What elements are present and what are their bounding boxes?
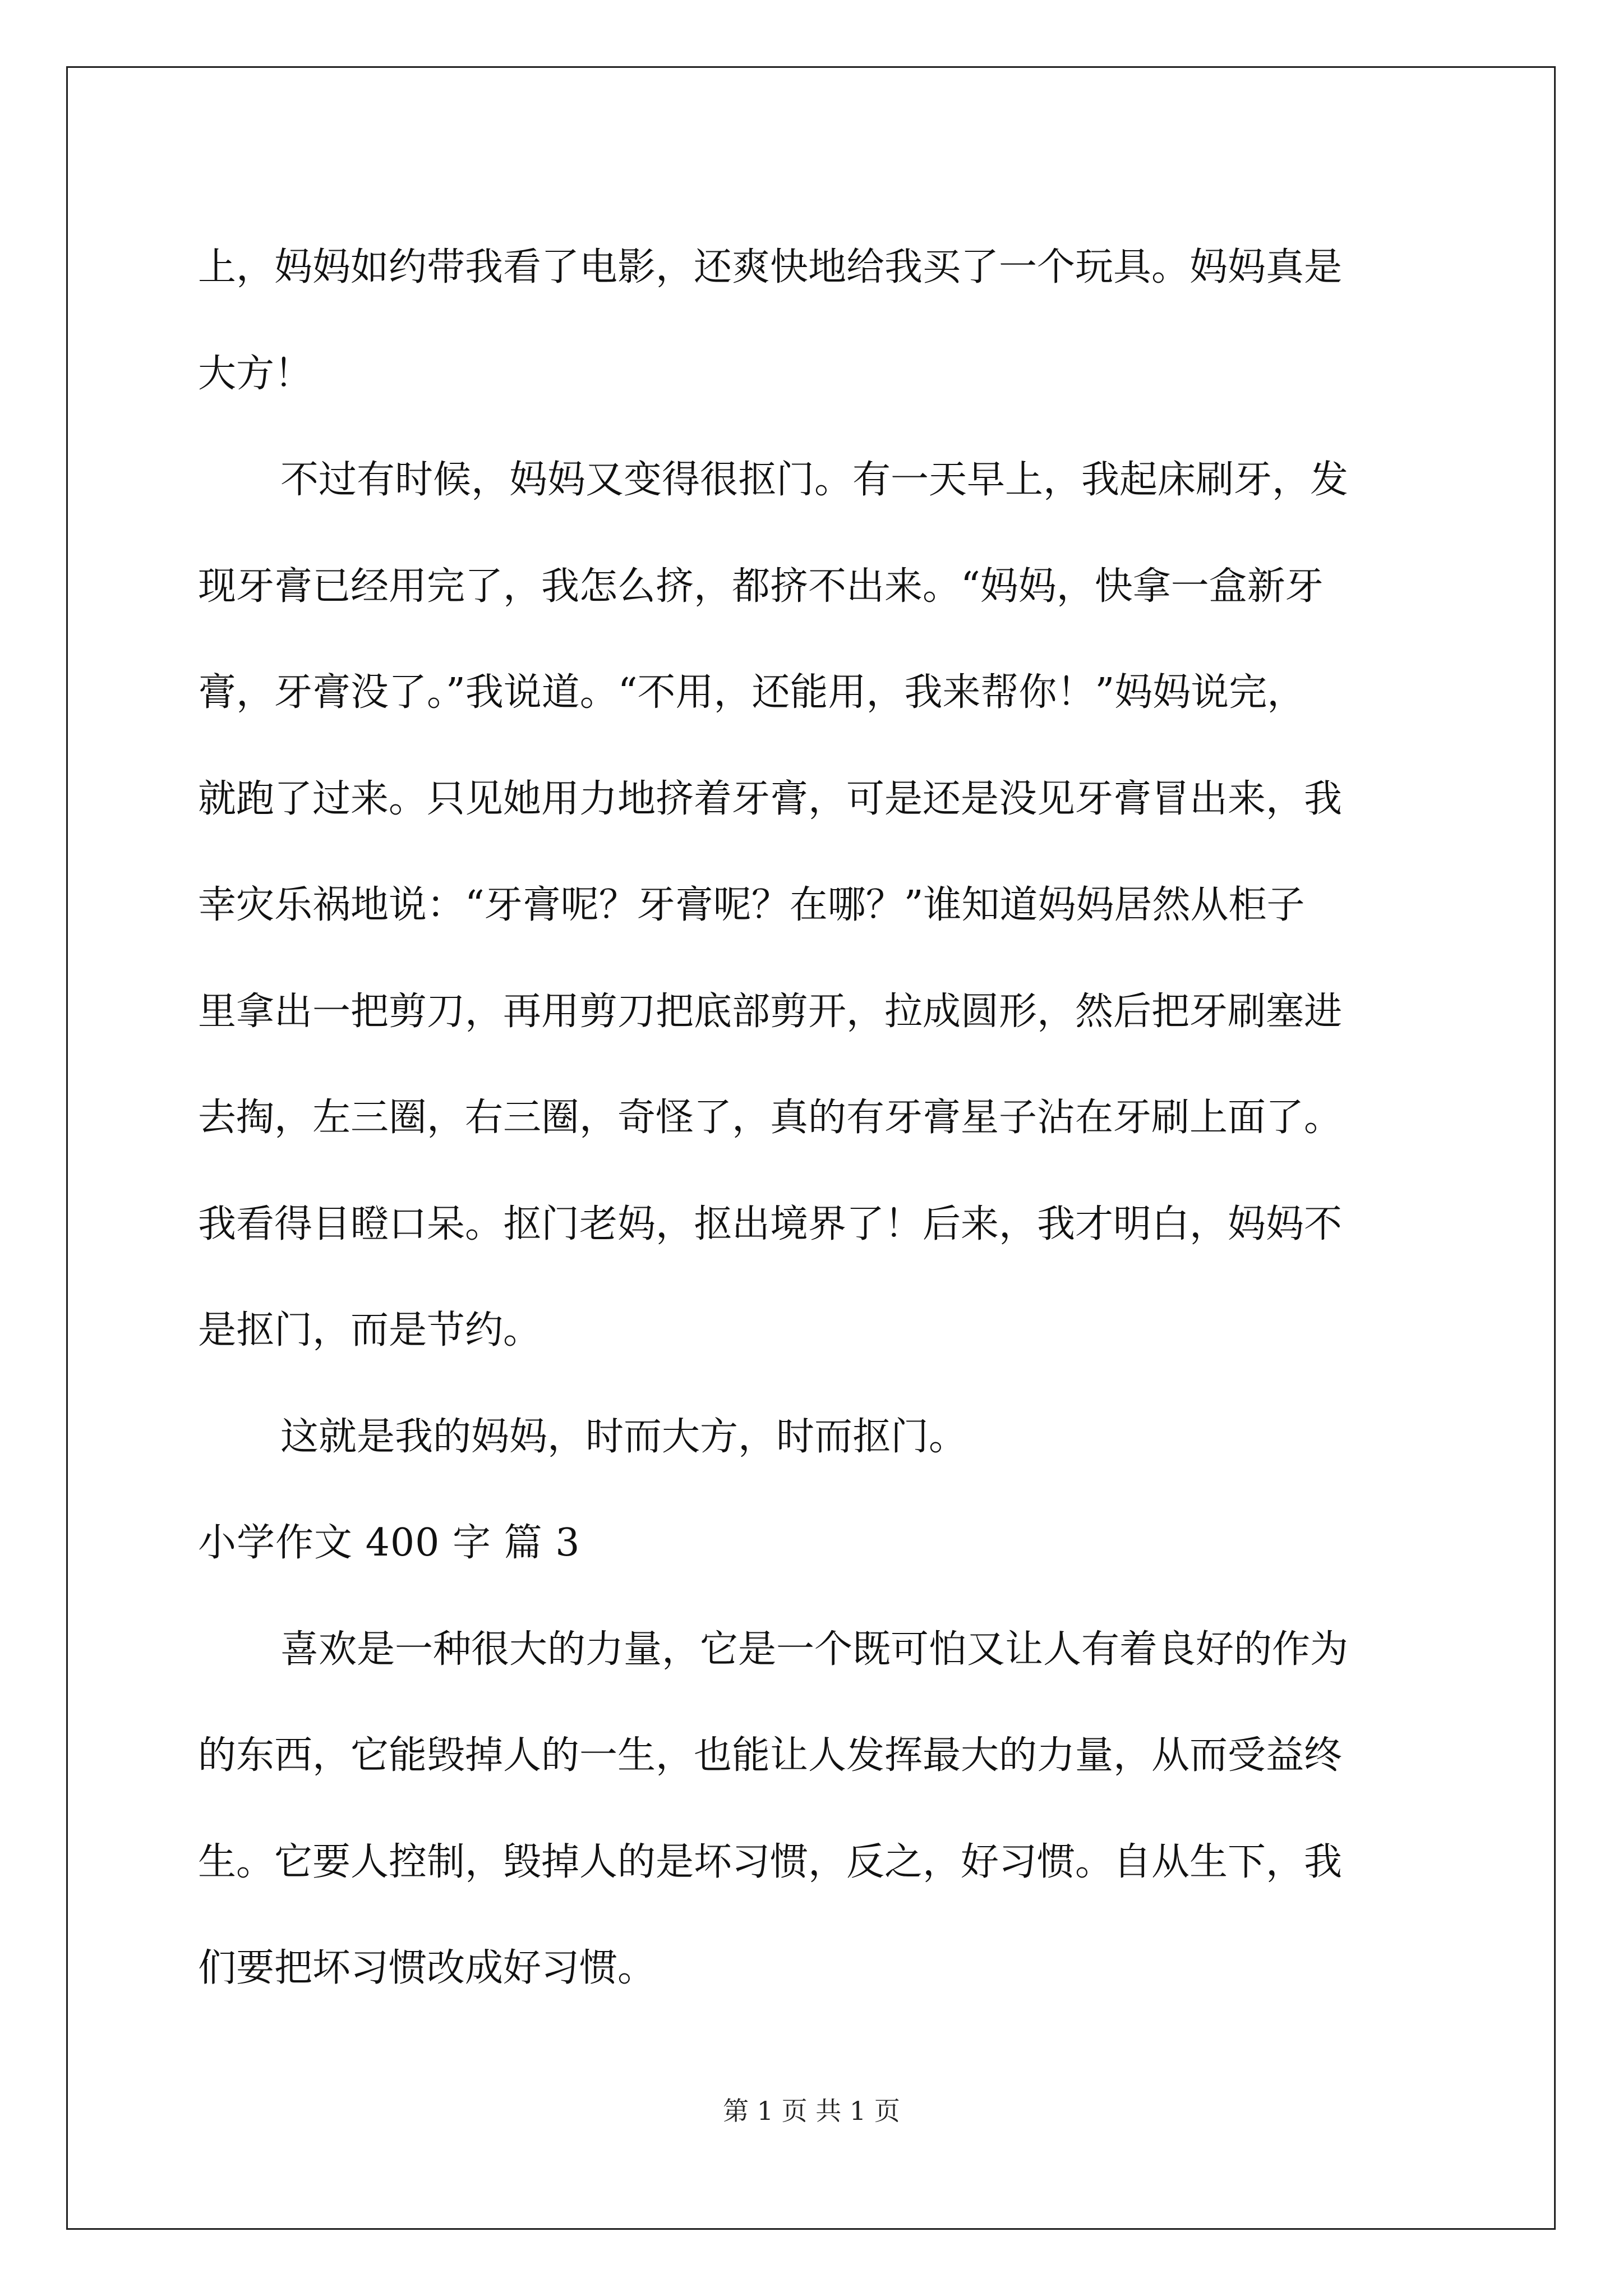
text-line-3: 不过有时候，妈妈又变得很抠门。有一天早上，我起床刷牙，发 (280, 458, 1349, 502)
text-line-11: 是抠门，而是节约。 (198, 1308, 542, 1352)
text-line-6: 就跑了过来。只见她用力地挤着牙膏，可是还是没见牙膏冒出来，我 (198, 776, 1343, 821)
text-line-15: 的东西，它能毁掉人的一生，也能让人发挥最大的力量，从而受益终 (198, 1733, 1343, 1778)
page-footer (0, 2094, 1623, 2128)
text-line-16: 生。它要人控制，毁掉人的是坏习惯，反之，好习惯。自从生下，我 (198, 1839, 1343, 1884)
document-body (198, 214, 1432, 2022)
text-line-5: 膏，牙膏没了。”我说道。“不用，还能用，我来帮你！”妈妈说完， (198, 670, 1306, 715)
text-line-10: 我看得目瞪口呆。抠门老妈，抠出境界了！后来，我才明白，妈妈不 (198, 1202, 1343, 1246)
text-line-12: 这就是我的妈妈，时而大方，时而抠门。 (280, 1414, 967, 1459)
text-line-8: 里拿出一把剪刀，再用剪刀把底部剪开，拉成圆形，然后把牙刷塞进 (198, 989, 1343, 1034)
text-line-14: 喜欢是一种很大的力量，它是一个既可怕又让人有着良好的作为 (280, 1627, 1349, 1672)
page-number: 第 1 页 共 1 页 (723, 2096, 900, 2126)
text-line-7: 幸灾乐祸地说：“牙膏呢？牙膏呢？在哪？”谁知道妈妈居然从柜子 (198, 883, 1305, 927)
text-line-2: 大方！ (198, 351, 313, 396)
text-line-1: 上，妈妈如约带我看了电影，还爽快地给我买了一个玩具。妈妈真是 (198, 245, 1343, 289)
text-line-17: 们要把坏习惯改成好习惯。 (198, 1946, 656, 1990)
text-line-9: 去掏，左三圈，右三圈，奇怪了，真的有牙膏星子沾在牙刷上面了。 (198, 1096, 1343, 1140)
text-line-4: 现牙膏已经用完了，我怎么挤，都挤不出来。“妈妈，快拿一盒新牙 (198, 564, 1324, 609)
section-heading: 小学作文 400 字 篇 3 (198, 1521, 580, 1565)
